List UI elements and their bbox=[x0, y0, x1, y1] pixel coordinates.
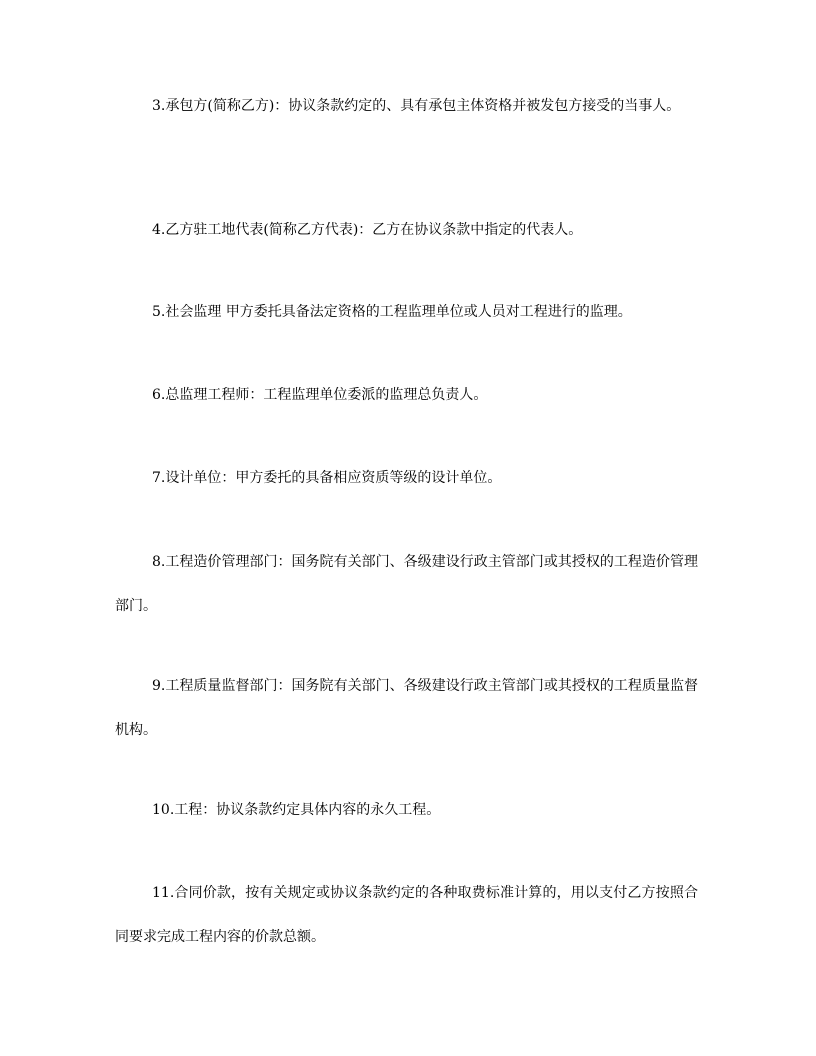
clause-5-paragraph: 5.社会监理 甲方委托具备法定资格的工程监理单位或人员对工程进行的监理。 bbox=[152, 304, 632, 320]
clause-4-paragraph: 4.乙方驻工地代表(简称乙方代表)：乙方在协议条款中指定的代表人。 bbox=[152, 222, 583, 238]
clause-11-paragraph: 11.合同价款，按有关规定或协议条款约定的各种取费标准计算的，用以支付乙方按照合同要求完成工程内容的价款总额。 bbox=[115, 885, 698, 945]
clause-6-paragraph: 6.总监理工程师：工程监理单位委派的监理总负责人。 bbox=[152, 387, 488, 403]
clause-8-paragraph: 8.工程造价管理部门：国务院有关部门、各级建设行政主管部门或其授权的工程造价管理部门。 bbox=[115, 554, 698, 614]
clause-10-paragraph: 10.工程：协议条款约定具体内容的永久工程。 bbox=[152, 802, 441, 818]
clause-7-paragraph: 7.设计单位：甲方委托的具备相应资质等级的设计单位。 bbox=[152, 470, 502, 486]
clause-3-paragraph: 3.承包方(简称乙方)：协议条款约定的、具有承包主体资格并被发包方接受的当事人。 bbox=[152, 98, 681, 114]
clause-9-paragraph: 9.工程质量监督部门：国务院有关部门、各级建设行政主管部门或其授权的工程质量监督机构。 bbox=[115, 678, 698, 738]
